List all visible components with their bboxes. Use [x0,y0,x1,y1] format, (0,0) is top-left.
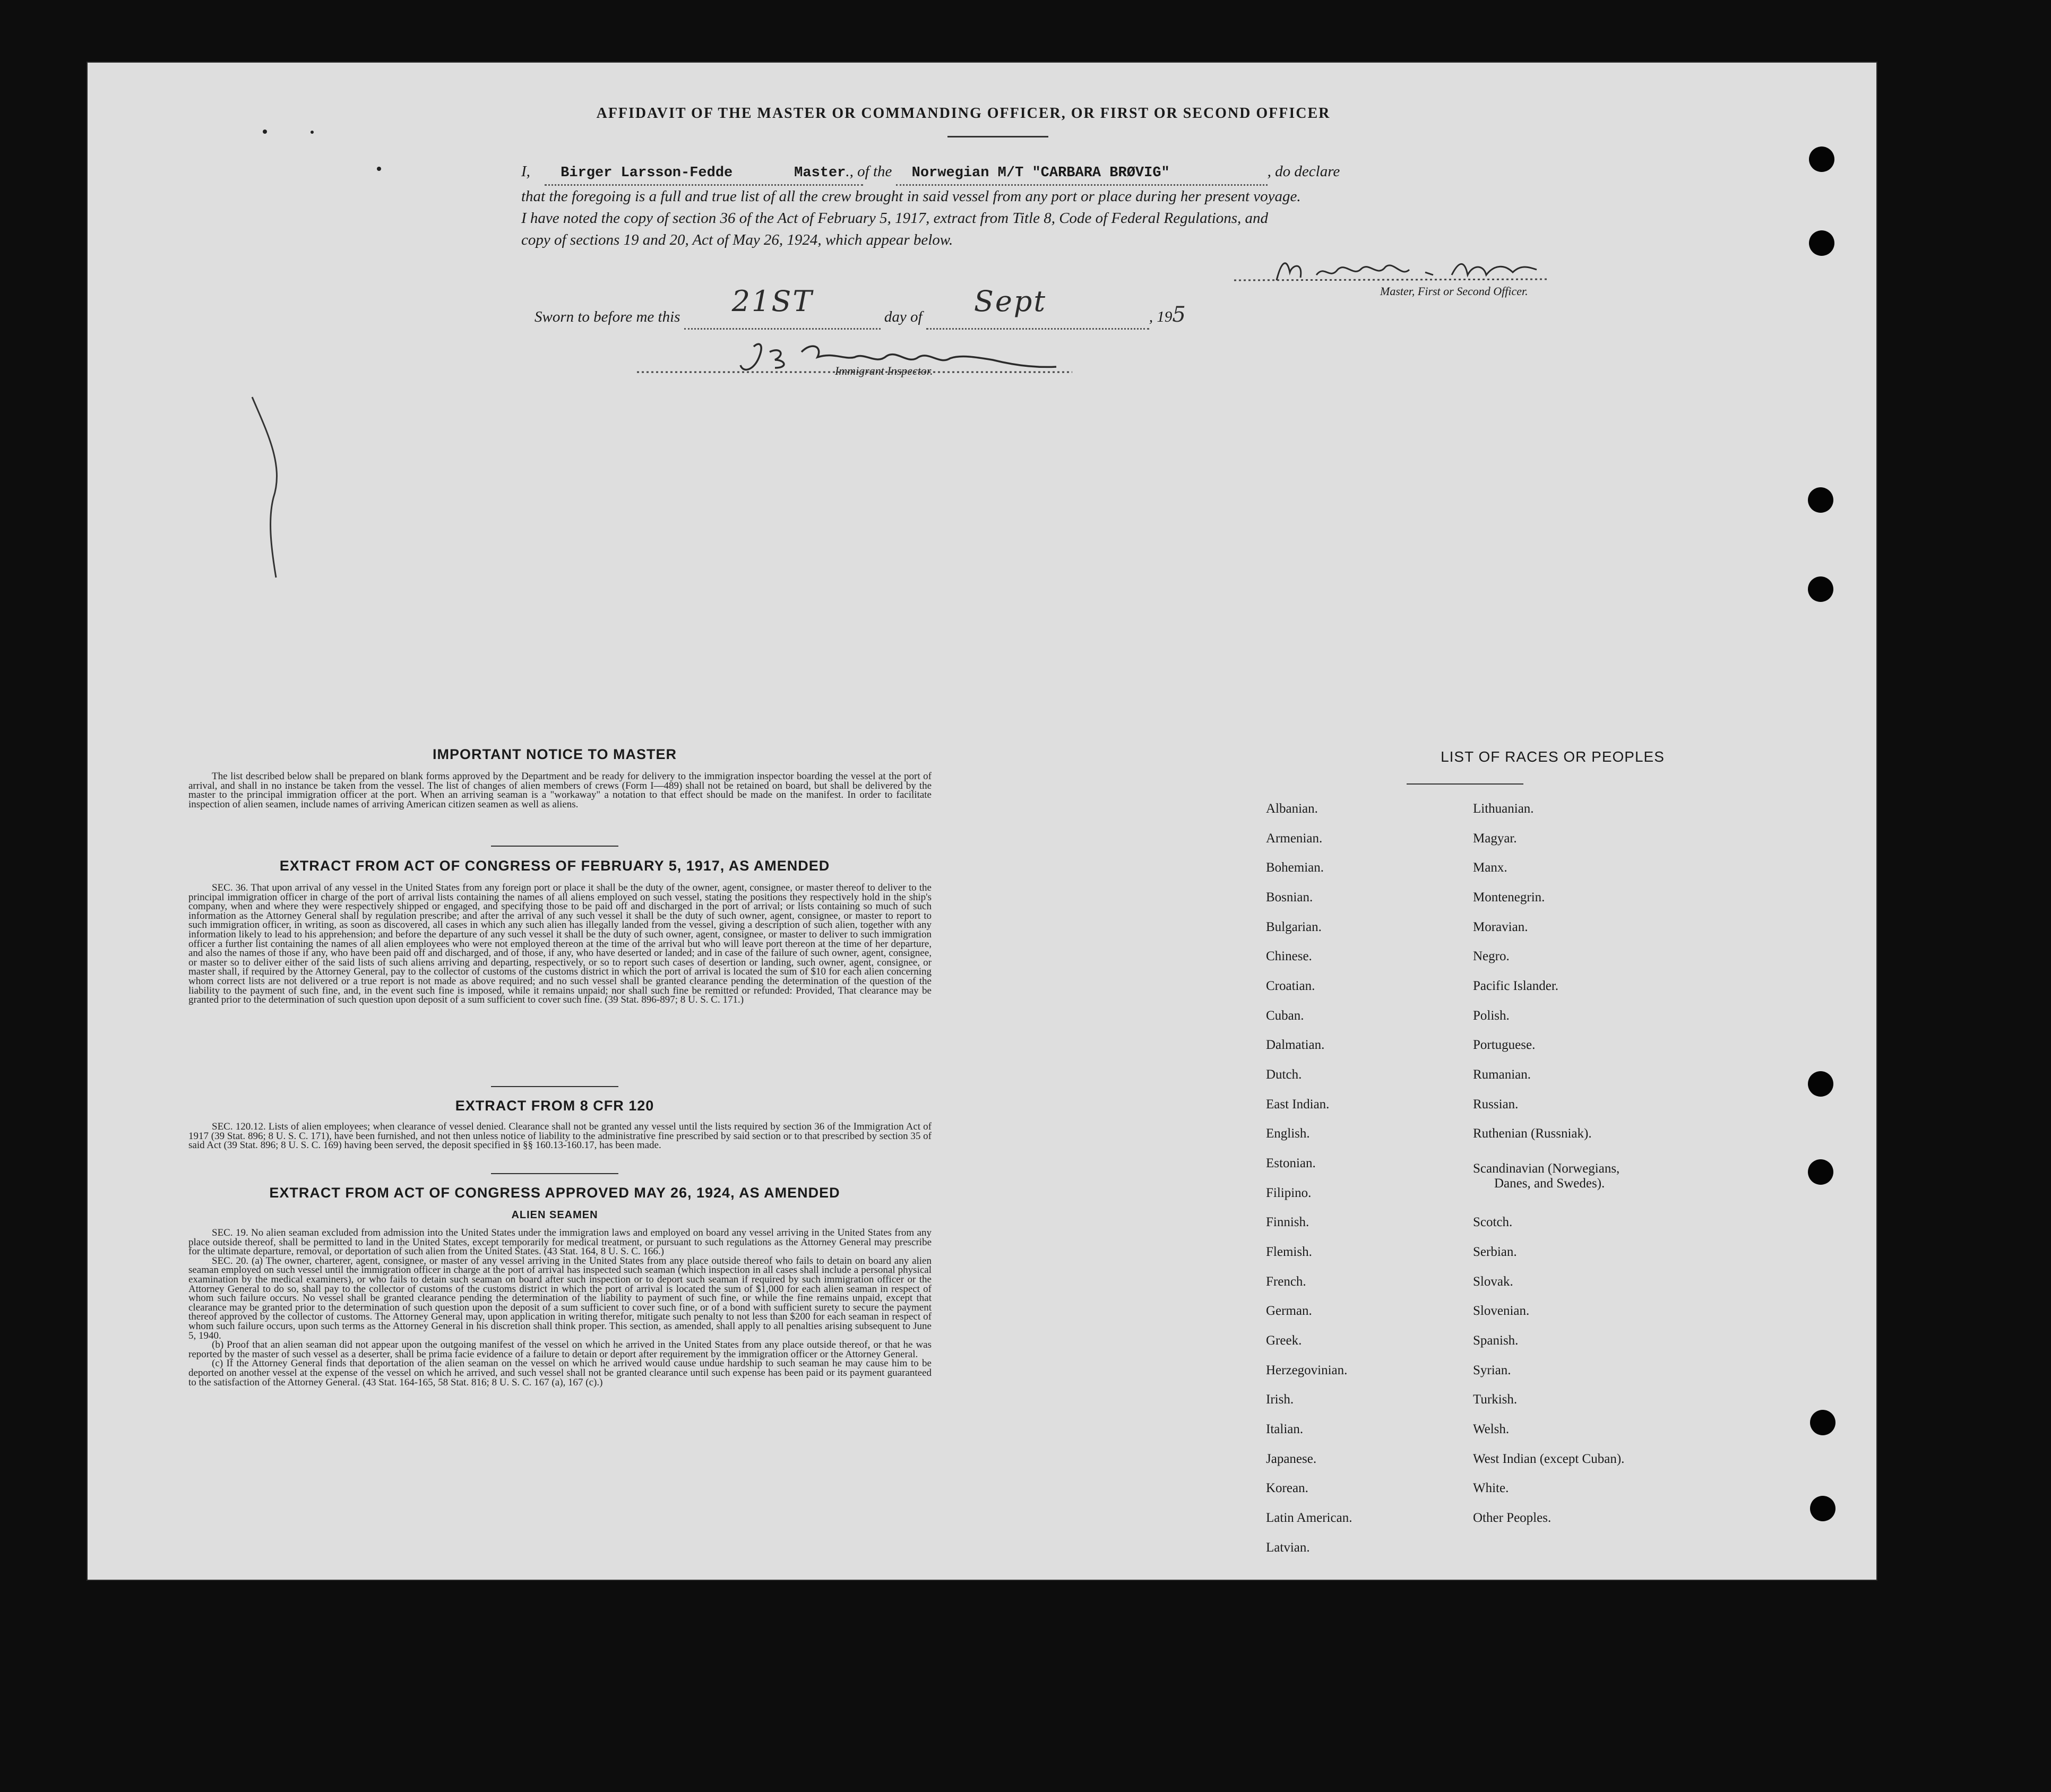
race-item: Bulgarian. [1266,920,1322,934]
race-item: Montenegrin. [1473,890,1545,904]
race-item: Flemish. [1266,1245,1312,1259]
race-item: Bosnian. [1266,890,1313,904]
race-item: West Indian (except Cuban). [1473,1452,1625,1466]
sworn-prefix: Sworn to before me this [535,308,680,325]
punch-hole [1808,487,1833,513]
race-item: Pacific Islander. [1473,979,1559,993]
race-item: Spanish. [1473,1333,1519,1348]
race-item: Dalmatian. [1266,1038,1325,1052]
signature-caption: Master, First or Second Officer. [1380,285,1528,298]
punch-hole [1810,1410,1835,1435]
race-item: German. [1266,1304,1312,1318]
race-item: Latvian. [1266,1540,1310,1555]
sec-20b-paragraph: (b) Proof that an alien seaman did not appear upon the outgoing manifest of the vessel on which he arrived in the United States from any place outside thereof, or that he was reported by the master of such vessel as a deserter, shall be prima facie evidence of a failure to detain or deport after requirement by the immigration officer or the Attorney General. [188,1339,932,1360]
race-item: Scandinavian (Norwegians, [1473,1161,1620,1176]
race-item: Herzegovinian. [1266,1363,1348,1377]
race-item: Other Peoples. [1473,1511,1552,1525]
race-item: Russian. [1473,1097,1519,1112]
affidavit-line-3: I have noted the copy of section 36 of the Act of February 5, 1917, extract from Title 8, Code of Federal Regulations, and [521,210,1269,227]
punch-hole [1809,230,1834,256]
race-item: Magyar. [1473,831,1517,846]
affidavit-line-1 [521,161,1572,186]
notice-text [188,772,932,809]
extract-cfr-rule [491,1173,618,1174]
affidavit-line-4: copy of sections 19 and 20, Act of May 26, 1924, which appear below. [521,231,953,248]
document-page [88,63,1876,1580]
race-item: Japanese. [1266,1452,1317,1466]
do-declare-label: , do declare [1267,163,1340,180]
sworn-line [535,285,1187,330]
sworn-year: 5 [1172,303,1187,327]
affidavit-prefix: I, [521,163,530,180]
punch-hole [1809,147,1834,172]
race-item: Estonian. [1266,1156,1316,1170]
race-item: Latin American. [1266,1511,1352,1525]
race-item: Rumanian. [1473,1067,1531,1082]
affidavit-line-2: that the foregoing is a full and true list of all the crew brought in said vessel from any port or place during her present voyage. [521,188,1301,205]
race-item: Cuban. [1266,1009,1304,1023]
race-item: Serbian. [1473,1245,1517,1259]
extract-1924-text [188,1228,932,1387]
race-item: Turkish. [1473,1392,1518,1407]
punch-hole [1808,1159,1833,1185]
race-item: Croatian. [1266,979,1315,993]
notice-paragraph: The list described below shall be prepared on blank forms approved by the Department and be ready for delivery to the immigration inspector boarding the vessel at the port of arrival, and shall in no instance be taken from the vessel. The list of changes of alien members of crews (Form I—489) shall not be retained on board, but shall be delivered by the master to the principal immigration officer at the port. When an arriving seaman is a "workaway" a notation to that effect should be made on the manifest. In order to facilitate inspection of alien seamen, include names of arriving American citizen seamen as well as aliens. [188,771,932,810]
notice-rule [491,846,618,847]
extract-1924-title: EXTRACT FROM ACT OF CONGRESS APPROVED MAY 26, 1924, AS AMENDED [269,1185,840,1201]
sworn-month: Sept [973,285,1047,318]
race-item: Irish. [1266,1392,1294,1407]
scan-speck [263,130,267,134]
year-prefix: , 19 [1149,308,1173,325]
race-item: Filipino. [1266,1186,1312,1200]
extract-cfr-text [188,1122,932,1150]
race-item: Albanian. [1266,802,1318,816]
day-of-label: day of [884,308,923,325]
race-item: Welsh. [1473,1422,1510,1436]
race-item: Chinese. [1266,949,1312,963]
affidavit-text [521,161,1572,251]
race-item: Portuguese. [1473,1038,1536,1052]
race-item: Lithuanian. [1473,802,1534,816]
race-item: Scotch. [1473,1215,1513,1229]
race-item: Finnish. [1266,1215,1309,1229]
race-item: White. [1473,1481,1509,1495]
extract-1917-rule [491,1086,618,1087]
affidavit-title: AFFIDAVIT OF THE MASTER OR COMMANDING OFFICER, OR FIRST OR SECOND OFFICER [596,105,1331,122]
races-rule [1407,783,1523,785]
extract-1917-paragraph: SEC. 36. That upon arrival of any vessel in the United States from any foreign port or place it shall be the duty of the owner, agent, consignee, or master thereof to deliver to the principal immigration officer in charge of the port of arrival lists containing the names of all aliens employed on such vessel, stating the positions they respectively hold in the ship's company, when and where they were respectively shipped or engaged, and specifying those to be paid off and discharged in the port of arrival; or lists containing so much of such information as the Attorney General shall by regulation prescribe; and after the arrival of any such vessel it shall be the duty of such owner, agent, consignee, or master to report to such immigration officer, in writing, as soon as discovered, all cases in which any such alien has illegally landed from the vessel, giving a description of such alien, together with any information likely to lead to his apprehension; and before the departure of any such vessel it shall be the duty of such owner, agent, consignee, or master to deliver to such immigration officer a further list containing the names of all alien employees who were not employed thereon at the time of the arrival but who will leave port thereon at the time of her departure, and also the names of those if any, who have been paid off and discharged, and of those, if any, who have deserted or landed; and in case of the failure of such owner, agent, consignee, or master so to deliver either of the said lists of such aliens arriving and departing, respectively, or so to report such cases of desertion or landing, such owner, agent, consignee, or master shall, if required by the Attorney General, pay to the collector of customs of the customs district in which the port of arrival is located the sum of $10 for each alien concerning whom correct lists are not delivered or a true report is not made as above required; and no such vessel shall be granted clearance pending the determination of the question of the liability to the payment of such fine, and, in the event such fine is imposed, while it remains unpaid; nor shall such fine be remitted or refunded: Provided, That clearance may be granted prior to the determination of such question upon deposit of a sum sufficient to cover such fine. (39 Stat. 896-897; 8 U. S. C. 171.) [188,882,932,1006]
race-item: French. [1266,1274,1306,1289]
extract-cfr-title: EXTRACT FROM 8 CFR 120 [455,1098,654,1114]
race-item: Negro. [1473,949,1510,963]
race-item: Italian. [1266,1422,1304,1436]
race-item: Bohemian. [1266,860,1324,875]
extract-1917-title: EXTRACT FROM ACT OF CONGRESS OF FEBRUARY 5, 1917, AS AMENDED [279,858,830,874]
race-item: Manx. [1473,860,1507,875]
sworn-day: 21ST [731,285,814,318]
race-item: Ruthenian (Russniak). [1473,1126,1592,1141]
race-item: Moravian. [1473,920,1528,934]
race-item: Danes, and Swedes). [1494,1176,1605,1191]
extract-1917-text [188,883,932,1005]
punch-hole [1808,576,1833,602]
scan-speck [311,131,314,134]
race-item: English. [1266,1126,1310,1141]
of-the-label: ., of the [846,163,892,180]
sworn-day-field [684,285,881,330]
scan-speck [377,167,381,171]
race-item: Slovak. [1473,1274,1513,1289]
race-item: Armenian. [1266,831,1323,846]
sec-20a-paragraph: SEC. 20. (a) The owner, charterer, agent, consignee, or master of any vessel arriving in the United States from any place outside thereof who fails to detain on board any alien seaman employed on such vessel until the immigration officer in charge at the port of arrival has inspected such seaman (which inspection in all cases shall include a personal physical examination by the medical examiners), or who fails to detain such seaman on board after such inspection or to deport such seaman if required by such immigration officer or the Attorney General to do so, shall pay to the collector of customs of the customs district in which the port of arrival is located the sum of $1,000 for each alien seaman in respect of whom such failure occurs. No vessel shall be granted clearance pending the determination of the liability to payment of such fine, or while the fine remains unpaid, except that clearance may be granted prior to the determination of such question upon the deposit of a sum sufficient to cover such fine, or of a bond with sufficient surety to secure the payment thereof approved by the collector of customs. The Attorney General may, upon application in writing therefor, mitigate such penalty to not less than $200 for each seaman in respect of whom such failure occurs, upon such terms as the Attorney General in his discretion shall think proper. This section, as amended, shall apply to all penalties arising subsequent to June 5, 1940. [188,1255,932,1341]
sec-20c-paragraph: (c) If the Attorney General finds that deportation of the alien seaman on the vessel on which he arrived would cause undue hardship to such seaman he may cause him to be deported on another vessel at the expense of the vessel on which he arrived, and such vessel shall not be granted clearance until such expense has been paid or its payment guaranteed to the satisfaction of the Attorney General. (43 Stat. 164-165, 58 Stat. 816; 8 U. S. C. 167 (a), 167 (c).) [188,1358,932,1388]
vessel-name: Norwegian M/T "CARBARA BRØVIG" [911,165,1170,181]
sworn-month-field [926,285,1149,330]
race-item: Greek. [1266,1333,1302,1348]
extract-cfr-paragraph: SEC. 120.12. Lists of alien employees; when clearance of vessel denied. Clearance shall not be granted any vessel until the lists required by section 36 of the Immigration Act of 1917 (39 Stat. 896; 8 U. S. C. 171), have been furnished, and not then unless notice of liability to the administrative fine prescribed by said section or to that prescribed by section 35 of said Act (39 Stat. 896; 8 U. S. C. 169) having been served, the deposit specified in §§ 160.13-160.17, has been made. [188,1121,932,1151]
race-item: East Indian. [1266,1097,1330,1112]
master-name: Birger Larsson-Fedde [561,165,733,181]
title-rule [947,136,1048,137]
notice-title: IMPORTANT NOTICE TO MASTER [433,746,677,762]
race-item: Slovenian. [1473,1304,1530,1318]
sec-19-paragraph: SEC. 19. No alien seaman excluded from admission into the United States under the immigration laws and employed on board any vessel arriving in the United States from any place outside thereof, shall be permitted to land in the United States, except temporarily for medical treatment, or pursuant to such regulations as the Attorney General may prescribe for the ultimate departure, removal, or deportation of such alien from the United States. (43 Stat. 164, 8 U. S. C. 166.) [188,1227,932,1257]
race-item: Dutch. [1266,1067,1302,1082]
punch-hole [1808,1071,1833,1097]
race-item: Korean. [1266,1481,1308,1495]
alien-seamen-subtitle: ALIEN SEAMEN [511,1209,598,1221]
races-title: LIST OF RACES OR PEOPLES [1441,748,1665,765]
scan-mark [247,392,289,583]
inspector-caption: Immigrant Inspector. [835,364,933,377]
master-rank: Master [794,165,846,181]
race-item: Polish. [1473,1009,1510,1023]
race-item: Syrian. [1473,1363,1511,1377]
vessel-field [896,161,1268,186]
punch-hole [1810,1496,1835,1521]
